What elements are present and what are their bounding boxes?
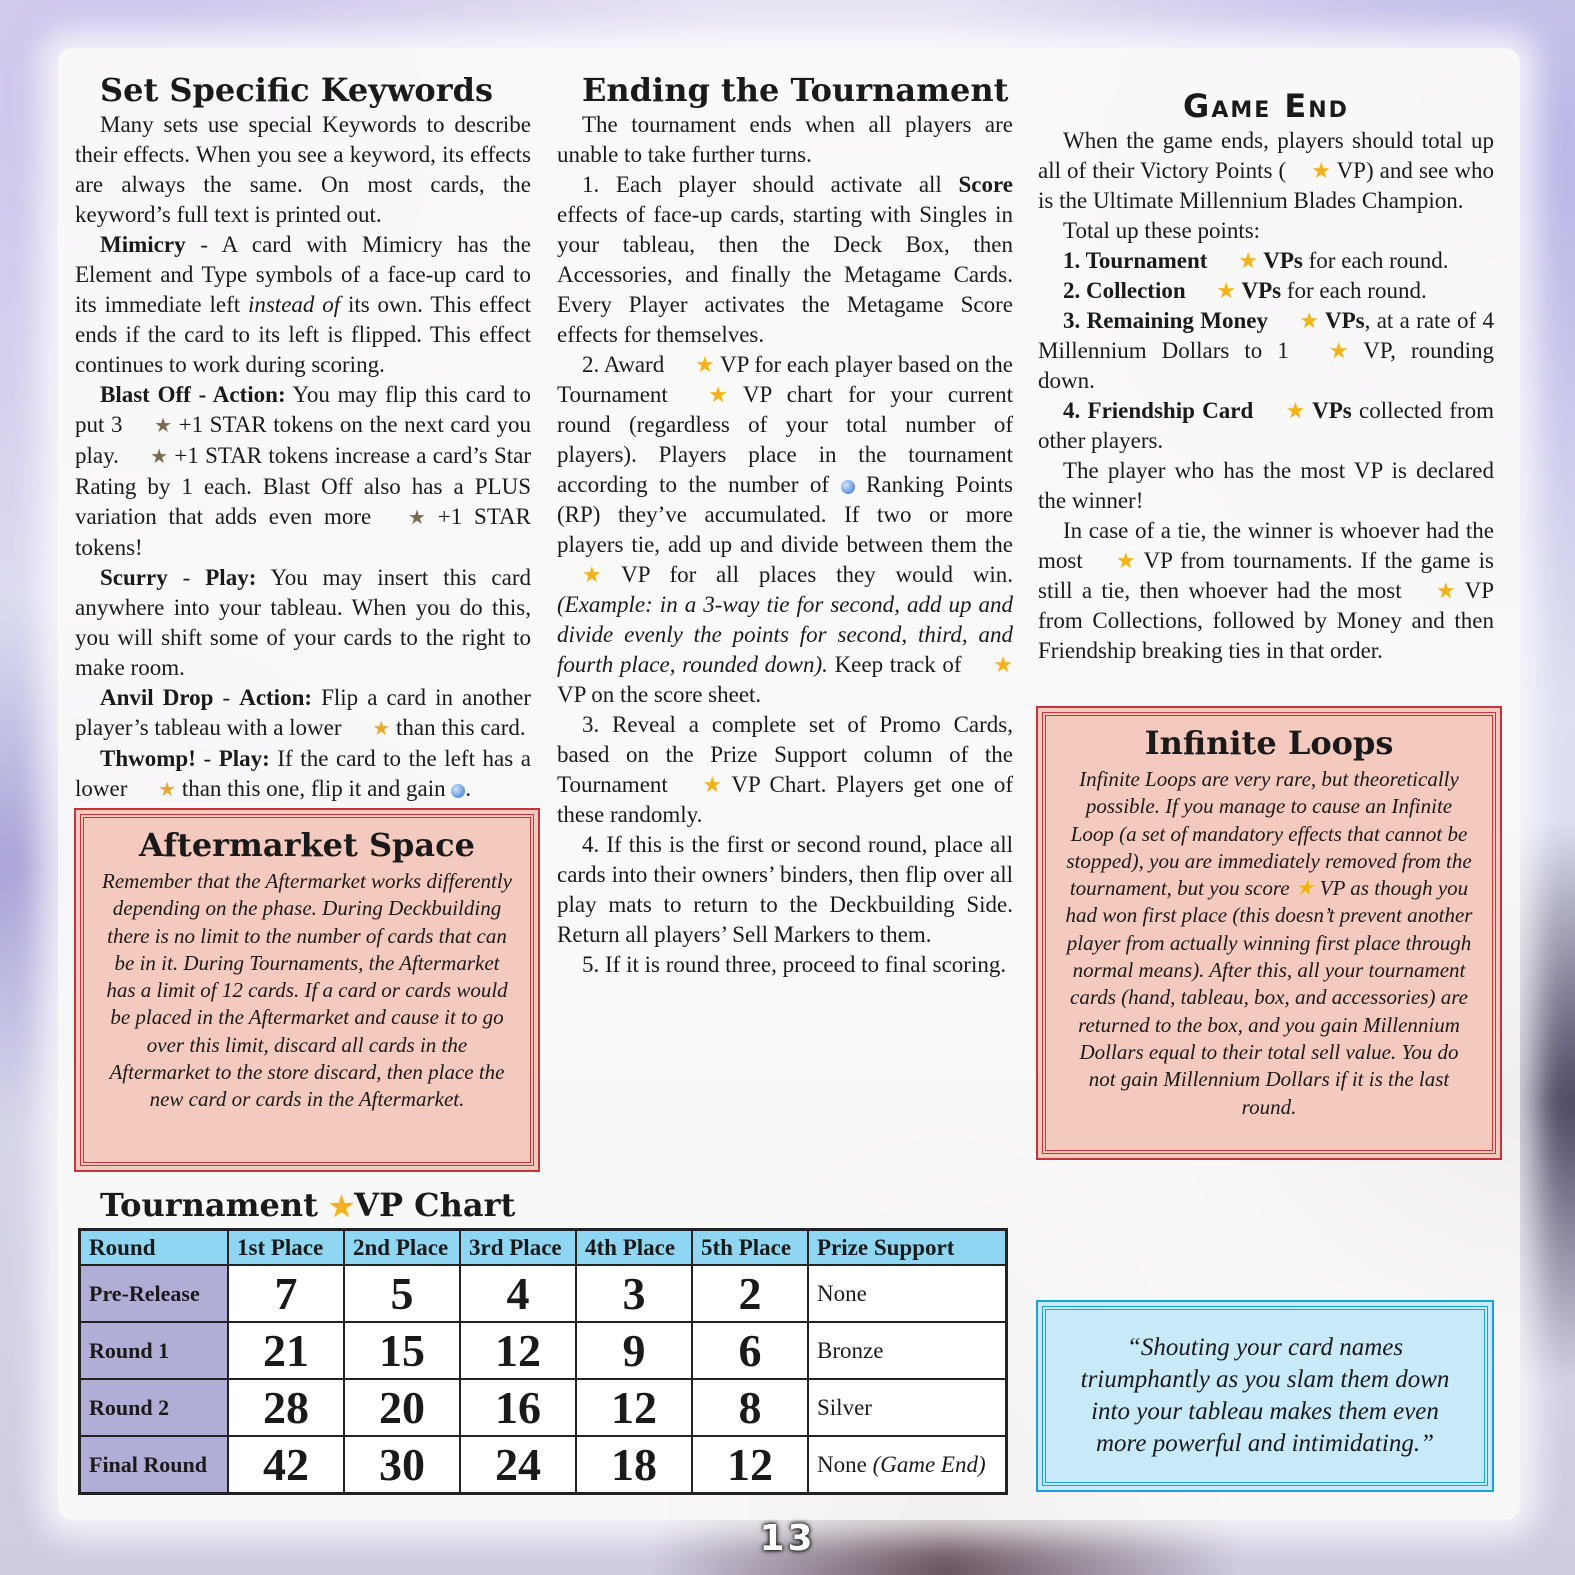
- vp-value: 20: [344, 1379, 460, 1436]
- vp-chart-table: [78, 1228, 1008, 1495]
- game-end-tie: In case of a tie, the winner is whoever had the most ★ VP from tournaments. If the game is still a tie, then whoever had the most ★ VP from Collections, followed by Money and then Friendship breaking ties in that order.: [1038, 518, 1495, 663]
- ranking-point-icon: [451, 784, 465, 798]
- page-number: 13: [759, 1518, 816, 1559]
- ending-step-1: 1. Each player should activate all Score effects of face-up cards, starting with Singles in your tableau, then the Deck Box, then Accessories, and finally the Metagame Cards. Every Player activates the Metagame Score effects for themselves.: [557, 172, 1013, 347]
- star-icon: ★: [1435, 578, 1456, 603]
- vp-value: 6: [692, 1322, 808, 1379]
- star-rating-icon: ★: [372, 718, 391, 740]
- star-token-icon: ★: [154, 415, 173, 437]
- star-icon: ★: [1238, 248, 1258, 273]
- header-1st: 1st Place: [228, 1230, 344, 1266]
- star-icon: ★: [1299, 308, 1320, 333]
- game-end-point-4: 4. Friendship Card ★ VPs collected from other players.: [1038, 398, 1494, 453]
- game-end-point-3: 3. Remaining Money ★ VPs, at a rate of 4 Millennium Dollars to 1 ★ VP, rounding down.: [1038, 308, 1494, 393]
- ending-step-5: 5. If it is round three, proceed to final scoring.: [582, 952, 1007, 977]
- keyword-mimicry: Mimicry - A card with Mimicry has the Element and Type symbols of a face-up card to its immediate left instead of its own. This effect ends if the card to its left is flipped. This effect continues to work during scoring.: [75, 232, 531, 377]
- star-rating-icon: ★: [158, 779, 177, 801]
- keyword-scurry: Scurry - Play: You may insert this card anywhere into your tableau. When you do this, you will shift some of your cards to the right to make room.: [75, 565, 531, 680]
- ending-heading: Ending the Tournament: [582, 71, 1009, 109]
- table-row: [80, 1379, 1007, 1436]
- star-icon: ★: [1311, 158, 1331, 183]
- aftermarket-title: Aftermarket Space: [139, 826, 475, 864]
- table-header-row: [80, 1230, 1007, 1266]
- table-row: [80, 1322, 1007, 1379]
- round-label: Round 1: [80, 1322, 229, 1379]
- game-end-intro: When the game ends, players should total up all of their Victory Points ( ★ VP) and see who is the Ultimate Millennium Blades Champion.: [1038, 128, 1494, 213]
- ranking-point-icon: [841, 480, 855, 494]
- vp-value: 30: [344, 1436, 460, 1494]
- star-icon: ★: [702, 772, 723, 797]
- keyword-blast-off: Blast Off - Action: You may flip this card to put 3 ★ +1 STAR tokens on the next card you play. ★ +1 STAR tokens increase a card’s Star Rating by 1 each. Blast Off also has a PLUS variation that adds even more ★ +1 STAR tokens!: [75, 382, 531, 560]
- game-end-point-1: 1. Tournament ★ VPs for each round.: [1063, 248, 1449, 273]
- keyword-thwomp: Thwomp! - Play: If the card to the left has a lower ★ than this one, flip it and gain .: [75, 744, 531, 805]
- game-end-total: Total up these points:: [1063, 218, 1261, 243]
- vp-value: 18: [576, 1436, 692, 1494]
- header-round: Round: [80, 1230, 229, 1266]
- star-icon: ★: [694, 352, 715, 377]
- vp-value: 15: [344, 1322, 460, 1379]
- keywords-heading: Set Specific Keywords: [100, 71, 493, 109]
- keywords-intro: Many sets use special Keywords to describe their effects. When you see a keyword, its effects are always the same. On most cards, the keyword’s full text is printed out.: [75, 112, 531, 227]
- star-icon: ★: [1285, 398, 1306, 423]
- column-keywords: [75, 70, 531, 805]
- star-token-icon: ★: [150, 446, 169, 468]
- vp-value: 21: [228, 1322, 344, 1379]
- round-label: Pre-Release: [80, 1265, 229, 1322]
- vp-value: 4: [460, 1265, 576, 1322]
- column-game-end: [1038, 78, 1494, 666]
- star-icon: ★: [582, 562, 602, 587]
- header-3rd: 3rd Place: [460, 1230, 576, 1266]
- game-end-winner: The player who has the most VP is declared the winner!: [1038, 458, 1494, 513]
- game-end-heading: Game End: [1183, 87, 1349, 125]
- quote-box: “Shouting your card names triumphantly as you slam them down into your tableau makes them even more powerful and intimidating.”: [1042, 1306, 1488, 1486]
- star-token-icon: ★: [408, 507, 426, 529]
- vp-value: 7: [228, 1265, 344, 1322]
- column-ending-tournament: [557, 70, 1013, 980]
- star-icon: ★: [1115, 548, 1136, 573]
- vp-value: 24: [460, 1436, 576, 1494]
- header-prize: Prize Support: [808, 1230, 1007, 1266]
- vp-value: 9: [576, 1322, 692, 1379]
- table-row: [80, 1265, 1007, 1322]
- vp-value: 3: [576, 1265, 692, 1322]
- vp-value: 8: [692, 1379, 808, 1436]
- vp-value: 2: [692, 1265, 808, 1322]
- table-row: [80, 1436, 1007, 1494]
- infinite-loops-body: Infinite Loops are very rare, but theoretically possible. If you manage to cause an Infinite Loop (a set of mandatory effects that cannot be stopped), you are immediately removed from the tournament, but you score ★ VP as though you had won first place (this doesn’t prevent another player from actually winning first place through normal means). After this, all your tournament cards (hand, tableau, box, and accessories) are returned to the box, and you gain Millennium Dollars equal to their total sell value. You do not gain Millennium Dollars if it is the last round.: [1065, 767, 1473, 1119]
- star-icon: ★: [1216, 278, 1237, 303]
- round-label: Final Round: [80, 1436, 229, 1494]
- ending-step-2: 2. Award ★ VP for each player based on the Tournament ★ VP chart for your current round (regardless of your total number of players). Players place in the tournament according to the number of Ranking Points (RP) they’ve accumulated. If two or more players tie, add up and divide between them the ★ VP for all places they would win. (Example: in a 3-way tie for second, add up and divide evenly the points for second, third, and fourth place, rounded down). Keep track of ★ VP on the score sheet.: [557, 352, 1014, 707]
- header-4th: 4th Place: [576, 1230, 692, 1266]
- round-label: Round 2: [80, 1379, 229, 1436]
- vp-value: 5: [344, 1265, 460, 1322]
- header-5th: 5th Place: [692, 1230, 808, 1266]
- star-icon: ★: [993, 652, 1014, 677]
- prize-support: None (Game End): [808, 1436, 1007, 1494]
- aftermarket-body: Remember that the Aftermarket works differently depending on the phase. During Deckbuilding there is no limit to the number of cards that can be in it. During Tournaments, the Aftermarket has a limit of 12 cards. If a card or cards would be placed in the Aftermarket and cause it to go over this limit, discard all cards in the Aftermarket to the store discard, then place the new card or cards in the Aftermarket.: [102, 869, 512, 1112]
- aftermarket-box: [80, 814, 534, 1166]
- vp-value: 28: [228, 1379, 344, 1436]
- vp-chart-title: Tournament ★VP Chart: [100, 1186, 516, 1224]
- game-end-point-2: 2. Collection ★ VPs for each round.: [1063, 278, 1427, 303]
- infinite-loops-title: Infinite Loops: [1144, 724, 1394, 762]
- star-icon: ★: [1328, 338, 1349, 363]
- ending-intro: The tournament ends when all players are unable to take further turns.: [557, 112, 1013, 167]
- prize-support: None: [808, 1265, 1007, 1322]
- keyword-anvil-drop: Anvil Drop - Action: Flip a card in another player’s tableau with a lower ★ than this card.: [75, 683, 531, 744]
- vp-value: 16: [460, 1379, 576, 1436]
- prize-support: Bronze: [808, 1322, 1007, 1379]
- prize-support: Silver: [808, 1379, 1007, 1436]
- vp-value: 12: [576, 1379, 692, 1436]
- ending-step-3: 3. Reveal a complete set of Promo Cards, based on the Prize Support column of the Tournament ★ VP Chart. Players get one of these randomly.: [557, 712, 1013, 827]
- ending-step-4: 4. If this is the first or second round, place all cards into their owners’ binders, then flip over all play mats to return to the Deckbuilding Side. Return all players’ Sell Markers to them.: [557, 832, 1013, 947]
- star-icon: ★: [1294, 875, 1315, 901]
- star-icon: ★: [329, 1190, 355, 1223]
- header-2nd: 2nd Place: [344, 1230, 460, 1266]
- vp-value: 42: [228, 1436, 344, 1494]
- star-icon: ★: [708, 382, 728, 407]
- vp-value: 12: [460, 1322, 576, 1379]
- vp-value: 12: [692, 1436, 808, 1494]
- infinite-loops-box: [1042, 712, 1496, 1154]
